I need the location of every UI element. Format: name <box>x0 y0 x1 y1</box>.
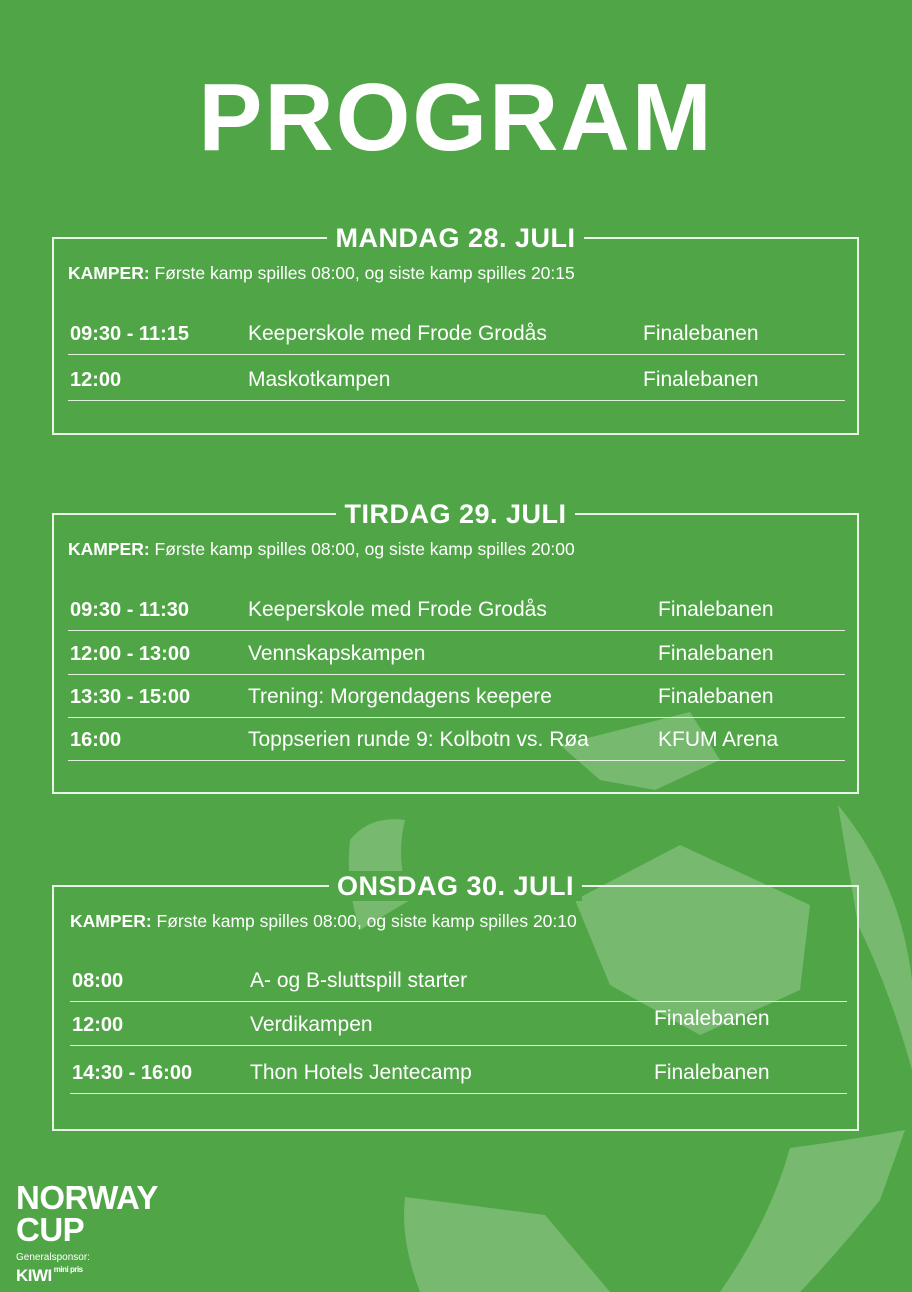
kamper-text: Første kamp spilles 08:00, og siste kamp spilles 20:10 <box>156 911 577 931</box>
schedule-row <box>70 958 847 1002</box>
sponsor-name: KIWI <box>16 1266 52 1285</box>
sponsor-logo <box>16 1266 158 1286</box>
row-place: Finalebanen <box>658 685 774 708</box>
row-event: Keeperskole med Frode Grodås <box>248 322 547 345</box>
day-section-monday <box>52 223 859 435</box>
row-event: A- og B-sluttspill starter <box>250 969 468 992</box>
row-time: 12:00 <box>72 1014 124 1036</box>
kamper-info <box>68 263 575 284</box>
logo-line-1: NORWAY <box>16 1179 158 1216</box>
row-time: 09:30 - 11:15 <box>70 323 189 345</box>
schedule-row <box>70 1002 847 1046</box>
schedule-row <box>70 1050 847 1094</box>
schedule-row <box>68 357 845 401</box>
row-place: Finalebanen <box>658 642 774 665</box>
row-event: Thon Hotels Jentecamp <box>250 1061 472 1084</box>
row-place: Finalebanen <box>658 598 774 621</box>
row-place: KFUM Arena <box>658 728 779 751</box>
kamper-label: KAMPER: <box>70 911 152 931</box>
norway-cup-logo <box>16 1179 158 1286</box>
row-place: Finalebanen <box>643 322 759 345</box>
kamper-label: KAMPER: <box>68 263 150 283</box>
kamper-text: Første kamp spilles 08:00, og siste kamp spilles 20:15 <box>154 263 575 283</box>
day-heading: TIRDAG 29. JULI <box>336 499 574 529</box>
schedule-row <box>68 631 845 675</box>
kamper-info <box>70 911 577 932</box>
kamper-text: Første kamp spilles 08:00, og siste kamp spilles 20:00 <box>154 539 575 559</box>
day-section-wednesday <box>52 871 859 1131</box>
row-event: Keeperskole med Frode Grodås <box>248 598 547 621</box>
day-section-tuesday <box>52 499 859 794</box>
kamper-info <box>68 539 575 560</box>
row-place: Finalebanen <box>654 1007 770 1030</box>
day-heading: MANDAG 28. JULI <box>327 223 583 253</box>
sponsor-sub: mini pris <box>53 1265 83 1274</box>
day-heading: ONSDAG 30. JULI <box>329 871 582 901</box>
row-time: 14:30 - 16:00 <box>72 1062 193 1084</box>
row-event: Trening: Morgendagens keepere <box>248 685 552 708</box>
row-event: Verdikampen <box>250 1013 373 1036</box>
schedule-row <box>68 717 845 761</box>
schedule-row <box>68 674 845 718</box>
row-place: Finalebanen <box>654 1061 770 1084</box>
kamper-label: KAMPER: <box>68 539 150 559</box>
row-time: 12:00 <box>70 369 122 391</box>
page-title: PROGRAM <box>198 64 714 171</box>
row-time: 12:00 - 13:00 <box>70 643 191 665</box>
row-event: Toppserien runde 9: Kolbotn vs. Røa <box>248 728 589 751</box>
schedule-row <box>68 587 845 631</box>
sponsor-label: Generalsponsor: <box>16 1252 90 1263</box>
row-time: 16:00 <box>70 729 122 751</box>
logo-line-2: CUP <box>16 1211 85 1248</box>
row-event: Vennskapskampen <box>248 642 426 665</box>
row-time: 08:00 <box>72 970 124 992</box>
row-time: 13:30 - 15:00 <box>70 686 191 708</box>
row-event: Maskotkampen <box>248 368 391 391</box>
row-place: Finalebanen <box>643 368 759 391</box>
schedule-row <box>68 311 845 355</box>
row-time: 09:30 - 11:30 <box>70 599 189 621</box>
